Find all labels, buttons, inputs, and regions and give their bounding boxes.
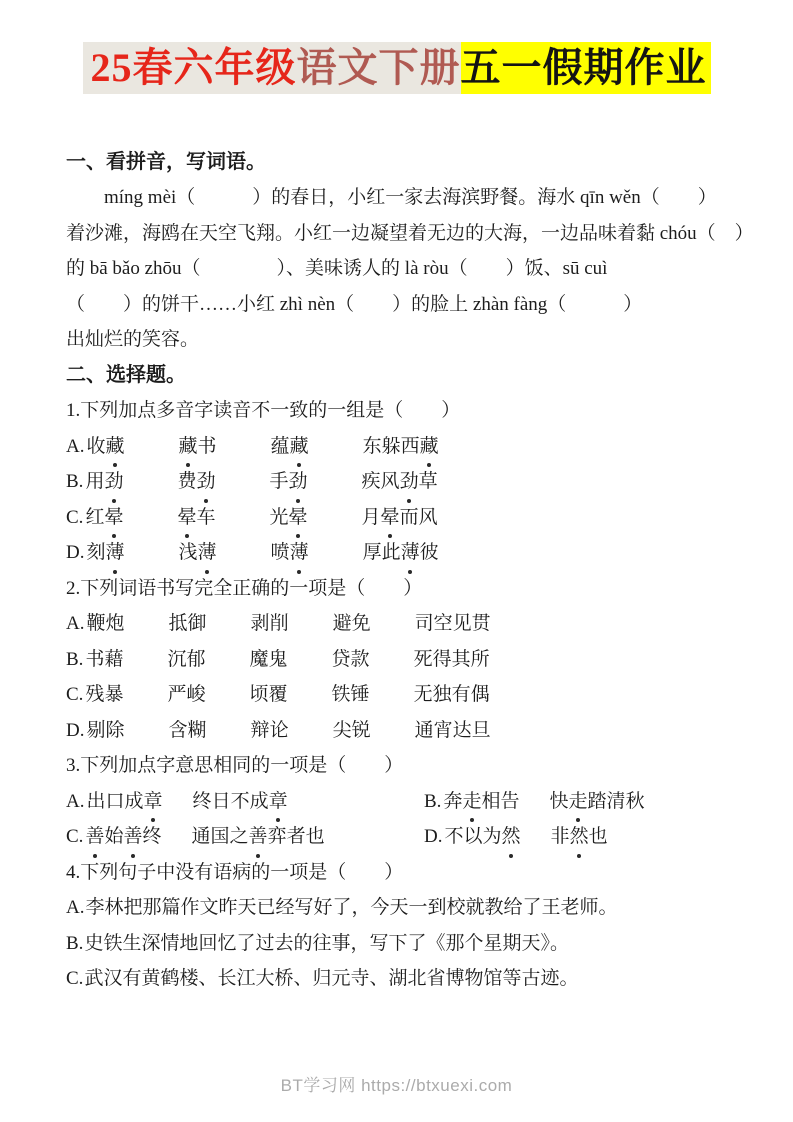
- worksheet-content: [66, 145, 754, 997]
- question4-option-b: [66, 926, 735, 962]
- question3-options-cd: [66, 819, 735, 855]
- question2-option-d: D. 剔除 含糊 辩论 尖锐 通宵达旦: [66, 719, 491, 741]
- option-label: A.: [66, 897, 85, 919]
- question1-option-c: C. 红晕 晕车 光晕 月晕而风: [66, 500, 735, 536]
- question4-stem: 4.下列句子中没有语病的一项是（ ）: [66, 861, 404, 883]
- question4-option-c: [66, 961, 735, 997]
- pinyin-paragraph-line3: 的 bā bǎo zhōu（ ）、美味诱人的 là ròu（ ）饭、sū cuì: [66, 258, 608, 280]
- section1-heading: 一、看拼音，写词语。: [66, 150, 266, 173]
- option-label: C.: [66, 968, 84, 990]
- question1-stem: 1.下列加点多音字读音不一致的一组是（ ）: [66, 400, 461, 422]
- question2-option-a: A. 鞭炮 抵御 剥削 避免 司空见贯: [66, 613, 491, 635]
- question1-option-b: B. 用劲 费劲 手劲 疾风劲草: [66, 464, 735, 500]
- question4-option-a: [66, 890, 735, 926]
- pinyin-paragraph-line1: míng mèi（ ）的春日，小红一家去海滨野餐。海水 qīn wěn（ ）: [104, 187, 717, 209]
- pinyin-paragraph-line4: （ ）的饼干……小红 zhì nèn（ ）的脸上 zhàn fàng（ ）: [66, 293, 643, 315]
- watermark-text: BT学习网 https://btxuexi.com: [280, 1076, 513, 1095]
- question1-option-a: A. 收藏 藏书 蕴藏 东躲西藏: [66, 429, 735, 465]
- pinyin-paragraph-line2: 着沙滩，海鸥在天空飞翔。小红一边凝望着无边的大海，一边品味着黏 chóu（ ）: [66, 222, 754, 244]
- question2-option-b: B. 书藉 沉郁 魔鬼 贷款 死得其所: [66, 648, 490, 670]
- question3-option-b: B. 奔走相告 快走踏清秋: [424, 784, 645, 820]
- option-label: B.: [66, 932, 84, 954]
- option-sentence: 武汉有黄鹤楼、长江大桥、归元寺、湖北省博物馆等古迹。: [84, 968, 579, 990]
- title-grade-text: 25春六年级: [90, 45, 297, 90]
- pinyin-paragraph-line5: 出灿烂的笑容。: [66, 329, 200, 351]
- page-title: [0, 0, 793, 95]
- option-sentence: 李林把那篇作文昨天已经写好了，今天一到校就教给了王老师。: [85, 897, 618, 919]
- option-sentence: 史铁生深情地回忆了过去的往事，写下了《那个星期天》。: [84, 932, 569, 954]
- title-subject-text: 语文下册: [296, 45, 461, 90]
- question3-stem: 3.下列加点字意思相同的一项是（ ）: [66, 755, 404, 777]
- question1-option-d: D. 刻薄 浅薄 喷薄 厚此薄彼: [66, 535, 735, 571]
- title-gray-band: [83, 42, 461, 94]
- title-holiday-highlight: 五一假期作业: [461, 42, 711, 94]
- question2-stem: 2.下列词语书写完全正确的一项是（ ）: [66, 577, 423, 599]
- watermark-footer: [0, 1071, 793, 1096]
- question2-option-c: C. 残暴 严峻 顷覆 铁锤 无独有偶: [66, 684, 490, 706]
- question3-option-d: D. 不以为然 非然也: [424, 819, 608, 855]
- question3-option-c: C. 善始善终 通国之善弈者也: [66, 819, 424, 855]
- question3-option-a: A. 出口成章 终日不成章: [66, 784, 424, 820]
- question3-options-ab: [66, 784, 735, 820]
- section2-heading: 二、选择题。: [66, 363, 186, 386]
